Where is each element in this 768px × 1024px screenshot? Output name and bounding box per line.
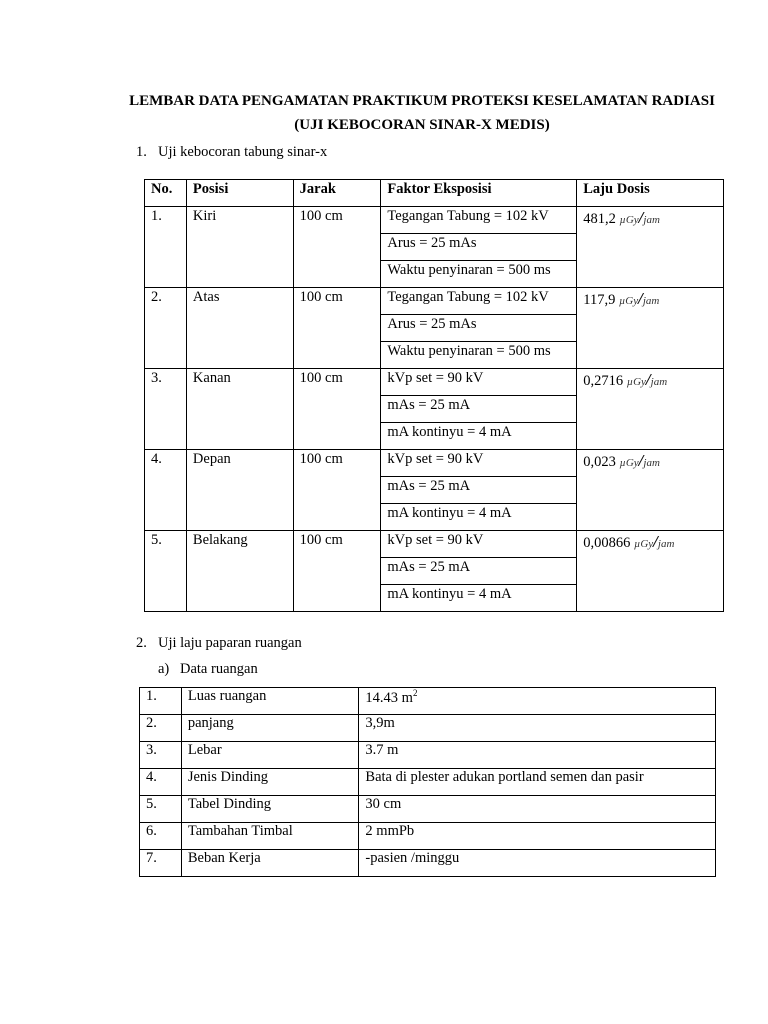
- exposure-factor-cell: kVp set = 90 kV: [381, 531, 577, 558]
- dose-rate-value: 0,023: [583, 454, 616, 470]
- table-row: [145, 288, 724, 315]
- section-2a-letter: a): [158, 661, 170, 677]
- dose-rate-value: 117,9: [583, 292, 616, 308]
- exposure-factor-cell: mAs = 25 mA: [381, 396, 577, 423]
- row-number: 3.: [140, 742, 182, 769]
- exposure-factor-cell: mA kontinyu = 4 mA: [381, 585, 577, 612]
- dose-rate-unit-time: jam: [643, 457, 660, 469]
- field-value: 2 mmPb: [365, 823, 415, 839]
- section-2-number: 2.: [136, 635, 147, 651]
- document-subtitle: (UJI KEBOCORAN SINAR-X MEDIS): [294, 117, 550, 133]
- field-value: Bata di plester adukan portland semen dan pasir: [365, 769, 644, 785]
- dose-rate-unit-time: jam: [643, 214, 660, 226]
- field-label: Tambahan Timbal: [181, 823, 359, 850]
- field-value-cell: [359, 742, 716, 769]
- table-row: [140, 850, 716, 877]
- dose-rate-unit: µGy: [634, 538, 654, 550]
- field-label: Beban Kerja: [181, 850, 359, 877]
- column-header-no: No.: [145, 180, 187, 207]
- row-number: 4.: [145, 450, 187, 531]
- table-row: [145, 531, 724, 558]
- table-header-row: [145, 180, 724, 207]
- position-cell: Atas: [186, 288, 293, 369]
- distance-cell: 100 cm: [293, 207, 381, 288]
- dose-rate-value: 0,00866: [583, 535, 631, 551]
- row-number: 1.: [145, 207, 187, 288]
- exposure-factor-cell: mA kontinyu = 4 mA: [381, 423, 577, 450]
- exposure-factor-cell: Waktu penyinaran = 500 ms: [381, 342, 577, 369]
- table-row: [140, 742, 716, 769]
- dose-rate-cell: [577, 450, 724, 531]
- exposure-factor-cell: kVp set = 90 kV: [381, 369, 577, 396]
- dose-rate-cell: [577, 288, 724, 369]
- field-label: Jenis Dinding: [181, 769, 359, 796]
- leakage-test-table: [144, 179, 724, 612]
- dose-rate-cell: [577, 207, 724, 288]
- dose-rate-slash: /: [638, 208, 644, 227]
- distance-cell: 100 cm: [293, 531, 381, 612]
- table-row: [140, 796, 716, 823]
- dose-rate-cell: [577, 369, 724, 450]
- exposure-factor-cell: kVp set = 90 kV: [381, 450, 577, 477]
- row-number: 5.: [140, 796, 182, 823]
- column-header-faktor-eksposisi: Faktor Eksposisi: [381, 180, 577, 207]
- table-row: [140, 823, 716, 850]
- field-value-cell: [359, 688, 716, 715]
- table-row: [140, 715, 716, 742]
- distance-cell: 100 cm: [293, 369, 381, 450]
- column-header-laju-dosis: Laju Dosis: [577, 180, 724, 207]
- exposure-factor-cell: mAs = 25 mA: [381, 558, 577, 585]
- distance-cell: 100 cm: [293, 450, 381, 531]
- field-value-cell: [359, 850, 716, 877]
- row-number: 5.: [145, 531, 187, 612]
- section-2-heading: [136, 635, 302, 652]
- dose-rate-unit: µGy: [626, 376, 646, 388]
- exposure-factor-cell: Tegangan Tabung = 102 kV: [381, 207, 577, 234]
- dose-rate-value: 0,2716: [583, 373, 624, 389]
- dose-rate-unit-time: jam: [642, 295, 660, 307]
- row-number: 4.: [140, 769, 182, 796]
- dose-rate-cell: [577, 531, 724, 612]
- field-value: 30 cm: [365, 796, 402, 812]
- position-cell: Belakang: [186, 531, 293, 612]
- column-header-jarak: Jarak: [293, 180, 381, 207]
- dose-rate-unit: µGy: [619, 457, 639, 469]
- field-value: 3.7 m: [365, 742, 399, 758]
- field-value: -pasien /minggu: [365, 850, 460, 866]
- table-row: [140, 769, 716, 796]
- table-row: [140, 688, 716, 715]
- field-value-superscript: 2: [412, 688, 418, 698]
- row-number: 1.: [140, 688, 182, 715]
- row-number: 2.: [145, 288, 187, 369]
- section-2-text: Uji laju paparan ruangan: [158, 635, 302, 651]
- dose-rate-value: 481,2: [583, 211, 616, 227]
- field-value: 14.43 m: [365, 690, 413, 706]
- field-label: Luas ruangan: [181, 688, 359, 715]
- field-label: Tabel Dinding: [181, 796, 359, 823]
- row-number: 2.: [140, 715, 182, 742]
- document-title: LEMBAR DATA PENGAMATAN PRAKTIKUM PROTEKSI KESELAMATAN RADIASI: [129, 93, 715, 109]
- dose-rate-slash: /: [638, 289, 643, 308]
- dose-rate-unit: µGy: [618, 295, 639, 307]
- row-number: 6.: [140, 823, 182, 850]
- position-cell: Depan: [186, 450, 293, 531]
- exposure-factor-cell: mAs = 25 mA: [381, 477, 577, 504]
- dose-rate-slash: /: [645, 370, 651, 389]
- position-cell: Kiri: [186, 207, 293, 288]
- room-data-table: [139, 687, 716, 877]
- exposure-factor-cell: Arus = 25 mAs: [381, 234, 577, 261]
- section-1-number: 1.: [136, 144, 147, 160]
- exposure-factor-cell: Arus = 25 mAs: [381, 315, 577, 342]
- section-2a-heading: [158, 661, 258, 678]
- row-number: 3.: [145, 369, 187, 450]
- dose-rate-unit-time: jam: [657, 538, 675, 550]
- field-label: Lebar: [181, 742, 359, 769]
- distance-cell: 100 cm: [293, 288, 381, 369]
- dose-rate-unit-time: jam: [650, 376, 668, 388]
- field-label: panjang: [181, 715, 359, 742]
- exposure-factor-cell: Waktu penyinaran = 500 ms: [381, 261, 577, 288]
- column-header-posisi: Posisi: [186, 180, 293, 207]
- field-value-cell: [359, 715, 716, 742]
- row-number: 7.: [140, 850, 182, 877]
- field-value-cell: [359, 823, 716, 850]
- section-1-text: Uji kebocoran tabung sinar-x: [158, 144, 328, 160]
- position-cell: Kanan: [186, 369, 293, 450]
- field-value: 3,9m: [365, 715, 395, 731]
- table-row: [145, 369, 724, 396]
- exposure-factor-cell: Tegangan Tabung = 102 kV: [381, 288, 577, 315]
- dose-rate-unit: µGy: [619, 214, 639, 226]
- section-1-heading: [136, 144, 327, 161]
- dose-rate-slash: /: [638, 451, 644, 470]
- dose-rate-slash: /: [653, 532, 658, 551]
- table-row: [145, 450, 724, 477]
- exposure-factor-cell: mA kontinyu = 4 mA: [381, 504, 577, 531]
- table-row: [145, 207, 724, 234]
- section-2a-text: Data ruangan: [180, 661, 258, 677]
- field-value-cell: [359, 796, 716, 823]
- field-value-cell: [359, 769, 716, 796]
